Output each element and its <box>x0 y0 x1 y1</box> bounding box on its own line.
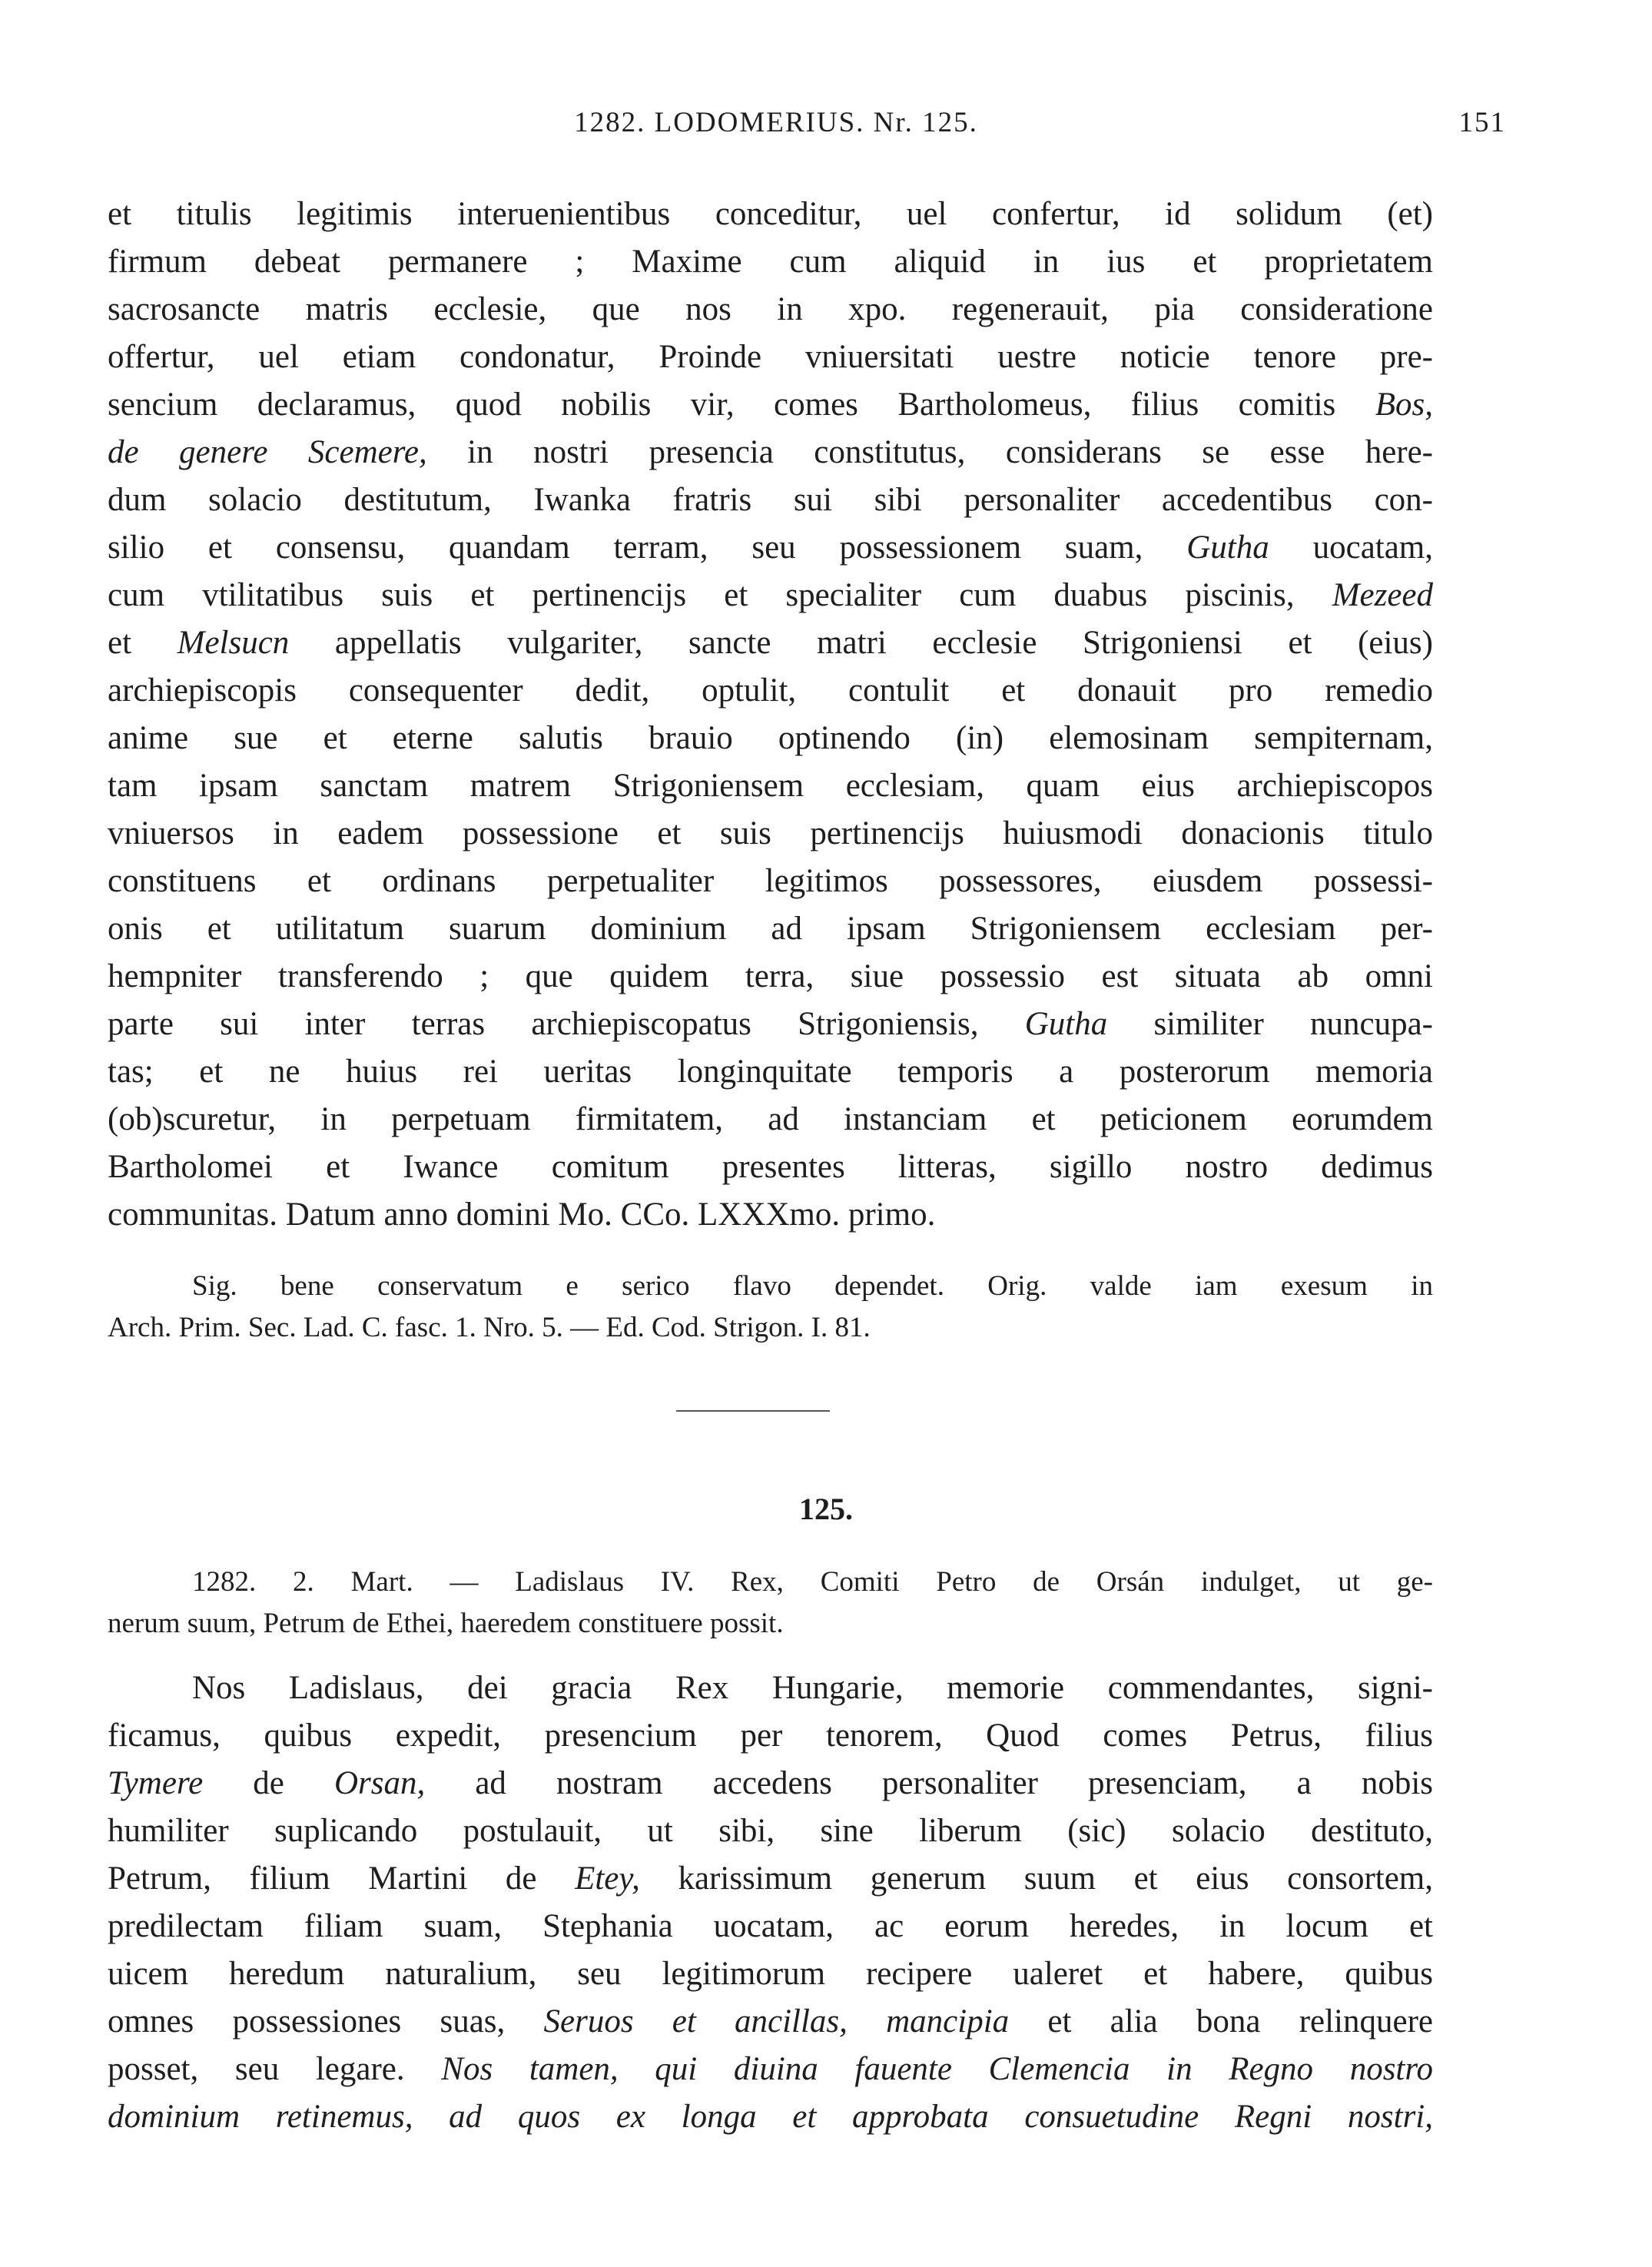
seal-note <box>108 1266 1433 1349</box>
charter-text <box>108 1665 1433 2141</box>
text-span: similiter nuncupa- <box>1107 1006 1433 1042</box>
text-line: tam ipsam sanctam matrem Strigoniensem ecclesiam, quam eius archiepiscopos <box>108 768 1433 804</box>
text-span: omnes possessiones suas, <box>108 2003 544 2040</box>
text-line <box>108 524 1433 572</box>
text-line: anime sue et eterne salutis brauio optinendo (in) elemosinam sempiternam, <box>108 720 1433 756</box>
text-line <box>108 572 1433 619</box>
text-line <box>108 1855 1433 1903</box>
page-number: 151 <box>1458 107 1506 138</box>
italic-span: Etey, <box>575 1860 640 1897</box>
text-line: predilectam filiam suam, Stephania uocatam, ac eorum heredes, in locum et <box>108 1908 1433 1944</box>
text-line: et titulis legitimis interuenientibus conceditur, uel confertur, id solidum (et) <box>108 196 1433 232</box>
text-span: Petrum, filium Martini de <box>108 1860 576 1897</box>
italic-span: Tymere <box>108 1765 204 1801</box>
body-text <box>108 191 1433 1239</box>
text-line: dum solacio destitutum, Iwanka fratris sui sibi personaliter accedentibus con- <box>108 482 1433 518</box>
italic-span: Mezeed <box>1332 577 1433 613</box>
text-line: constituens et ordinans perpetualiter legitimos possessores, eiusdem possessi- <box>108 863 1433 899</box>
text-line: hempniter transferendo ; que quidem terra, siue possessio est situata ab omni <box>108 958 1433 994</box>
text-line <box>108 1760 1433 1807</box>
text-span: parte sui inter terras archiepiscopatus Strigoniensis, <box>108 1006 1025 1042</box>
italic-span: ad quos ex longa et approbata consuetudine Regni nostri, <box>449 2099 1434 2135</box>
text-line: vniuersos in eadem possessione et suis pertinencijs huiusmodi donacionis titulo <box>108 815 1433 851</box>
text-line: onis et utilitatum suarum dominium ad ipsam Strigoniensem ecclesiam per- <box>108 911 1433 947</box>
italic-span: Gutha <box>1186 529 1269 566</box>
text-span: karissimum generum suum et eius consortem, <box>639 1860 1433 1897</box>
text-line: humiliter suplicando postulauit, ut sibi, sine liberum (sic) solacio destituto, <box>108 1813 1433 1849</box>
text-line: firmum debeat permanere ; Maxime cum aliquid in ius et proprietatem <box>108 244 1433 280</box>
italic-span: dominium retinemus, <box>108 2099 413 2135</box>
running-head: 1282. LODOMERIUS. Nr. 125. <box>574 107 978 138</box>
document-number: 125. <box>799 1492 853 1526</box>
text-line: offertur, uel etiam condonatur, Proinde vniuersitati uestre noticie tenore pre- <box>108 339 1433 375</box>
italic-span: Seruos et ancillas, mancipia <box>543 2003 1010 2040</box>
text-line <box>108 1001 1433 1048</box>
text-span: sencium declaramus, quod nobilis vir, comes Bartholomeus, filius comitis <box>108 387 1375 423</box>
italic-span: Bos, <box>1375 387 1433 423</box>
text-span: cum vtilitatibus suis et pertinencijs et specialiter cum duabus piscinis, <box>108 577 1332 613</box>
text-line: 1282. 2. Mart. — Ladislaus IV. Rex, Comiti Petro de Orsán indulget, ut ge- <box>192 1566 1433 1598</box>
italic-span: de genere Scemere, <box>108 434 427 470</box>
text-line: uicem heredum naturalium, seu legitimorum recipere ualeret et habere, quibus <box>108 1956 1433 1992</box>
text-span: de <box>203 1765 334 1801</box>
text-line <box>108 429 1433 476</box>
text-span: et <box>108 625 177 661</box>
text-span: silio et consensu, quandam terram, seu possessionem suam, <box>108 529 1187 566</box>
text-line <box>108 381 1433 429</box>
italic-span: Orsan, <box>333 1765 426 1801</box>
text-line: archiepiscopis consequenter dedit, optulit, contulit et donauit pro remedio <box>108 672 1433 709</box>
text-line: Arch. Prim. Sec. Lad. C. fasc. 1. Nro. 5. — Ed. Cod. Strigon. I. 81. <box>108 1312 871 1343</box>
italic-span: Melsucn <box>177 625 290 661</box>
text-span: in nostri presencia constitutus, considerans se esse here- <box>426 434 1433 470</box>
text-span: posset, seu legare. <box>108 2051 442 2087</box>
text-line <box>108 1998 1433 2046</box>
text-line: sacrosancte matris ecclesie, que nos in xpo. regenerauit, pia consideratione <box>108 291 1433 327</box>
document-summary <box>108 1562 1433 1645</box>
text-span: uocatam, <box>1269 529 1434 566</box>
page-header <box>0 106 1652 152</box>
text-line: tas; et ne huius rei ueritas longinquitate temporis a posterorum memoria <box>108 1054 1433 1090</box>
text-line: communitas. Datum anno domini Mo. CCo. LXXXmo. primo. <box>108 1197 936 1233</box>
text-line: (ob)scuretur, in perpetuam firmitatem, ad instanciam et peticionem eorumdem <box>108 1101 1433 1137</box>
text-line: Sig. bene conservatum e serico flavo dependet. Orig. valde iam exesum in <box>192 1270 1433 1302</box>
text-line: Bartholomei et Iwance comitum presentes litteras, sigillo nostro dedimus <box>108 1149 1433 1185</box>
text-line <box>108 619 1433 667</box>
text-line <box>108 2093 1433 2141</box>
text-line: ficamus, quibus expedit, presencium per tenorem, Quod comes Petrus, filius <box>108 1718 1433 1754</box>
italic-span: Nos tamen, qui diuina fauente Clemencia in Regno nostro <box>441 2051 1434 2087</box>
text-line: Nos Ladislaus, dei gracia Rex Hungarie, memorie commendantes, signi- <box>192 1670 1433 1706</box>
text-span: ad nostram accedens personaliter presenciam, a nobis <box>425 1765 1433 1801</box>
italic-span: Gutha <box>1024 1006 1108 1042</box>
text-span: appellatis vulgariter, sancte matri ecclesie Strigoniensi et (eius) <box>289 625 1433 661</box>
text-line <box>108 2046 1433 2093</box>
section-divider <box>676 1410 830 1412</box>
text-line: nerum suum, Petrum de Ethei, haeredem constituere possit. <box>108 1608 784 1639</box>
text-span: et alia bona relinquere <box>1009 2003 1433 2040</box>
text-span <box>413 2099 449 2135</box>
